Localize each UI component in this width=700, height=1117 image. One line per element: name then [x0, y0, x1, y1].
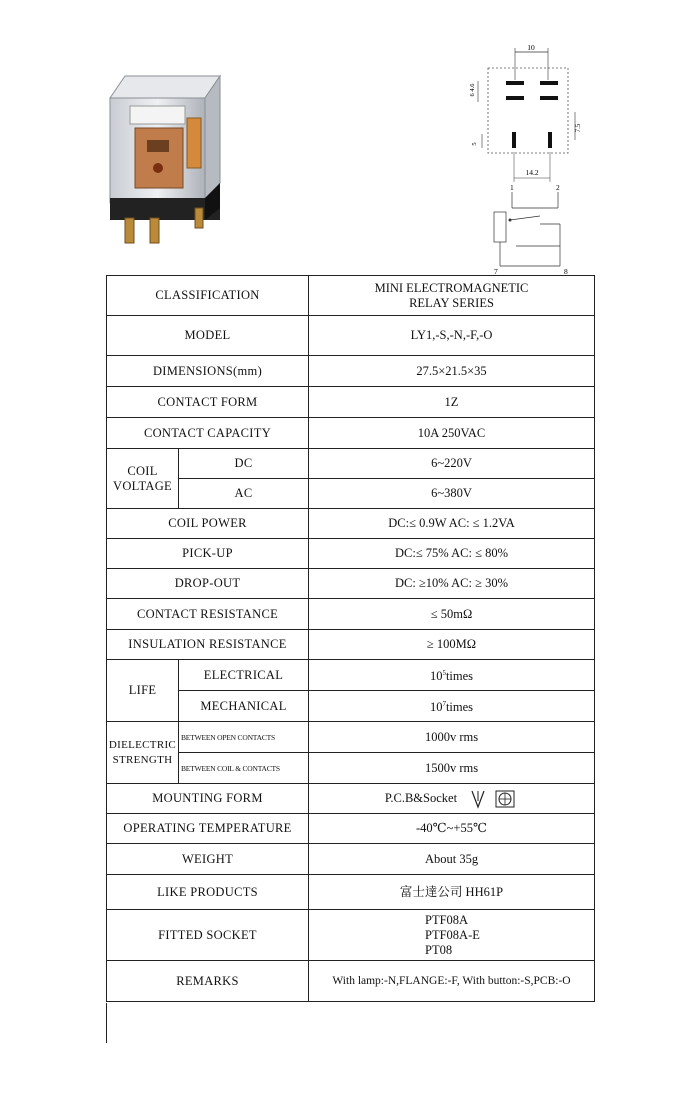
- dielectric-coil-value: 1500v rms: [309, 753, 595, 784]
- remarks-value: With lamp:-N,FLANGE:-F, With button:-S,PCB:-O: [309, 961, 595, 1002]
- pcb-socket-icon: [470, 789, 518, 809]
- pin-1-label: 1: [510, 183, 514, 192]
- dim-bottom-pitch: 14.2: [525, 168, 539, 177]
- contact-form-label: CONTACT FORM: [107, 387, 309, 418]
- coil-voltage-label-line2: VOLTAGE: [113, 478, 172, 493]
- pin-8-label: 8: [564, 267, 568, 275]
- dim-width-top: 10: [527, 43, 535, 52]
- pin-2-label: 2: [556, 183, 560, 192]
- row-model: [107, 316, 595, 356]
- row-remarks: [107, 961, 595, 1002]
- row-coil-voltage-dc: [107, 449, 595, 479]
- contact-resistance-label: CONTACT RESISTANCE: [107, 599, 309, 630]
- row-life-mechanical: [107, 691, 595, 722]
- row-coil-power: [107, 509, 595, 539]
- coil-power-value: DC:≤ 0.9W AC: ≤ 1.2VA: [309, 509, 595, 539]
- row-contact-form: [107, 387, 595, 418]
- row-weight: [107, 844, 595, 875]
- life-mechanical-base: 10: [429, 700, 443, 715]
- dielectric-coil-label: BETWEEN COIL & CONTACTS: [179, 753, 309, 784]
- row-contact-capacity: [107, 418, 595, 449]
- row-mounting-form: [107, 784, 595, 814]
- life-electrical-base: 10: [429, 669, 443, 684]
- drop-out-label: DROP-OUT: [107, 569, 309, 599]
- row-contact-resistance: [107, 599, 595, 630]
- life-mechanical-unit: times: [445, 700, 474, 715]
- dim-height-left: 6 4.6: [469, 83, 476, 97]
- model-label: MODEL: [107, 316, 309, 356]
- spec-table: [106, 275, 595, 1002]
- classification-value-line2: RELAY SERIES: [409, 295, 494, 310]
- coil-ac-label: AC: [179, 479, 309, 509]
- coil-dc-value: 6~220V: [309, 449, 595, 479]
- model-value: LY1,-S,-N,-F,-O: [309, 316, 595, 356]
- row-dimensions: [107, 356, 595, 387]
- operating-temperature-value: -40℃~+55℃: [309, 814, 595, 844]
- dimensions-value: 27.5×21.5×35: [309, 356, 595, 387]
- life-mechanical-value: [309, 691, 595, 722]
- dielectric-label-line2: STRENGTH: [112, 753, 173, 766]
- fitted-socket-line3: PT08: [425, 942, 453, 957]
- pick-up-label: PICK-UP: [107, 539, 309, 569]
- life-electrical-unit: times: [445, 669, 474, 684]
- mounting-form-text: P.C.B&Socket: [384, 790, 458, 805]
- row-operating-temperature: [107, 814, 595, 844]
- dim-left-small: 5: [471, 142, 478, 146]
- dim-right-pitch: 7.5: [574, 123, 582, 133]
- life-electrical-value: [309, 660, 595, 691]
- contact-resistance-value: ≤ 50mΩ: [309, 599, 595, 630]
- dielectric-label-line1: DIELECTRIC: [108, 738, 177, 751]
- row-coil-voltage-ac: [107, 479, 595, 509]
- relay-photo: [95, 58, 235, 258]
- fitted-socket-value: [309, 910, 595, 961]
- mounting-form-label: MOUNTING FORM: [107, 784, 309, 814]
- dielectric-open-label: BETWEEN OPEN CONTACTS: [179, 722, 309, 753]
- row-insulation-resistance: [107, 630, 595, 660]
- like-products-label: LIKE PRODUCTS: [107, 875, 309, 910]
- life-mechanical-label: MECHANICAL: [179, 691, 309, 722]
- pin-7-label: 7: [494, 267, 498, 275]
- weight-value: About 35g: [309, 844, 595, 875]
- life-electrical-label: ELECTRICAL: [179, 660, 309, 691]
- coil-voltage-label: [107, 449, 179, 509]
- dielectric-open-value: 1000v rms: [309, 722, 595, 753]
- life-label: LIFE: [107, 660, 179, 722]
- insulation-resistance-value: ≥ 100MΩ: [309, 630, 595, 660]
- dimensions-label: DIMENSIONS(mm): [107, 356, 309, 387]
- insulation-resistance-label: INSULATION RESISTANCE: [107, 630, 309, 660]
- fitted-socket-line1: PTF08A: [425, 912, 469, 927]
- row-pick-up: [107, 539, 595, 569]
- dimension-diagram: [460, 40, 590, 275]
- coil-voltage-label-line1: COIL: [127, 463, 158, 478]
- row-drop-out: [107, 569, 595, 599]
- like-products-value: 富士達公司 HH61P: [309, 875, 595, 910]
- contact-capacity-label: CONTACT CAPACITY: [107, 418, 309, 449]
- operating-temperature-label: OPERATING TEMPERATURE: [107, 814, 309, 844]
- table-left-border-extension: [106, 1003, 107, 1043]
- fitted-socket-label: FITTED SOCKET: [107, 910, 309, 961]
- contact-capacity-value: 10A 250VAC: [309, 418, 595, 449]
- coil-ac-value: 6~380V: [309, 479, 595, 509]
- row-fitted-socket: [107, 910, 595, 961]
- dielectric-label: [107, 722, 179, 784]
- row-dielectric-coil: [107, 753, 595, 784]
- coil-dc-label: DC: [179, 449, 309, 479]
- weight-label: WEIGHT: [107, 844, 309, 875]
- life-mechanical-exp: 7: [442, 699, 446, 708]
- pick-up-value: DC:≤ 75% AC: ≤ 80%: [309, 539, 595, 569]
- classification-value-line1: MINI ELECTROMAGNETIC: [374, 280, 529, 295]
- classification-label: CLASSIFICATION: [107, 276, 309, 316]
- drop-out-value: DC: ≥10% AC: ≥ 30%: [309, 569, 595, 599]
- fitted-socket-line2: PTF08A-E: [425, 927, 480, 942]
- remarks-label: REMARKS: [107, 961, 309, 1002]
- row-classification: [107, 276, 595, 316]
- classification-value: [309, 276, 595, 316]
- coil-power-label: COIL POWER: [107, 509, 309, 539]
- row-dielectric-open: [107, 722, 595, 753]
- mounting-form-value: [309, 784, 595, 814]
- contact-form-value: 1Z: [309, 387, 595, 418]
- row-life-electrical: [107, 660, 595, 691]
- life-electrical-exp: 5: [442, 668, 446, 677]
- row-like-products: [107, 875, 595, 910]
